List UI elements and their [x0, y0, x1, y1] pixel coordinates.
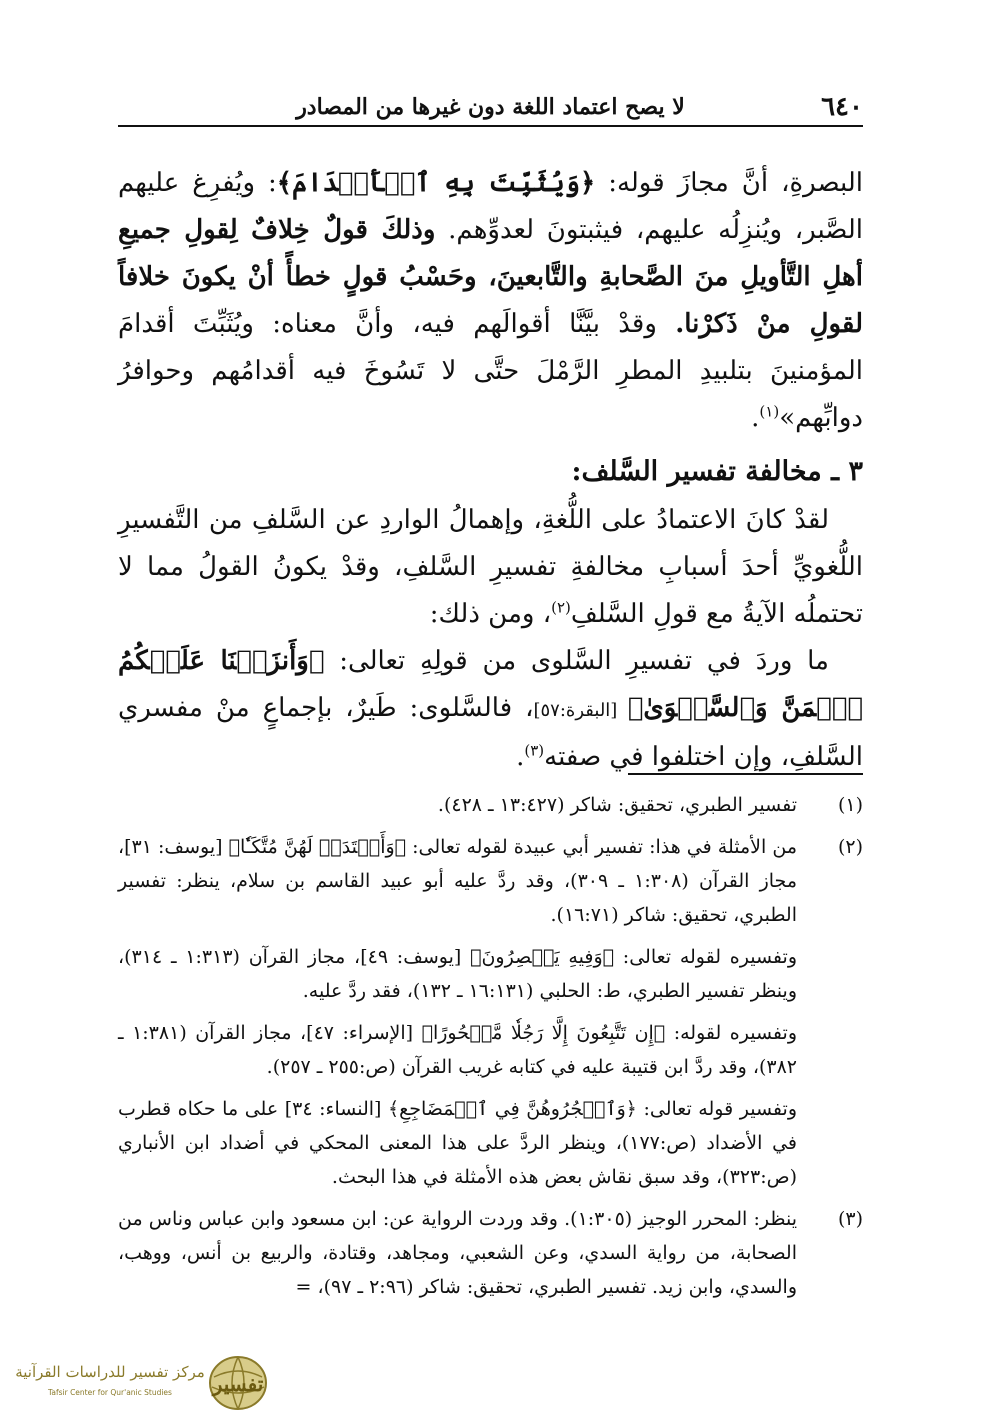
footnote-continuation: [118, 940, 863, 1008]
quran-verse: ﴿وَيُثَبِّتَ بِهِ ٱلۡأَقۡدَامَ﴾: [276, 168, 596, 198]
running-title: لا يصح اعتماد اللغة دون غيرها من المصادر: [296, 94, 685, 120]
footnote: [118, 788, 863, 822]
footnote-ref-2[interactable]: (٢): [551, 598, 571, 617]
p3-end: .: [516, 742, 525, 772]
page-header: [118, 88, 863, 124]
p1-text-c: وقدْ بيَّنَّا أقوالَهم فيه، وأنَّ معناه: ويُثَبِّتَ أقدامَ المؤمنينَ بتلبيدِ المطرِ الرَّمْلَ حتَّى لا تَسُوخَ فيه أقدامُهم وحوافرُ دوابِّهم»: [118, 309, 863, 433]
footnote-text: ينظر: المحرر الوجيز (١:٣٠٥). وقد وردت الرواية عن: ابن مسعود وابن عباس وناس من الصحابة، من رواية السدي، وعن الشعبي، ومجاهد، وقتادة، والربيع بن أنس، ووهب، والسدي، وابن زيد. تفسير الطبري، تحقيق: شاكر (٢:٩٦ ـ ٩٧)، =: [118, 1208, 797, 1298]
quran-verse: ﴿وَأَنزَلۡنَا عَلَيۡكُمُ ٱلۡمَنَّ وَٱلسَّلۡوَىٰ﴾: [118, 646, 863, 723]
tafsir-center-logo: [0, 1347, 270, 1419]
footnote-text: وتفسيره لقوله: ﴿إِن تَتَّبِعُونَ إِلَّا رَجُلٗا مَّسۡحُورًا﴾ [الإسراء: ٤٧]، مجاز القرآن (١:٣٨١ ـ ٣٨٢)، وقد ردَّ ابن قتيبة عليه في كتابه غريب القرآن (ص:٢٥٥ ـ ٢٥٧).: [118, 1022, 797, 1078]
footnote: [118, 830, 863, 932]
logo-word: تفسير: [212, 1372, 264, 1396]
footnote-text: وتفسير قوله تعالى: ﴿وَٱهۡجُرُوهُنَّ فِي ٱلۡمَضَاجِعِ﴾ [النساء: ٣٤] على ما حكاه قطرب في الأضداد (ص:١٧٧)، وينظر الردَّ على هذا المعنى المحكي في أضداد ابن الأنباري (ص:٣٢٣)، وقد سبق نقاش بعض هذه الأمثلة في هذا البحث.: [118, 1098, 797, 1188]
footnote-separator: [628, 773, 863, 775]
p3-text-a: ما وردَ في تفسيرِ السَّلوى من قولِهِ تعالى:: [324, 646, 829, 676]
footnote-continuation: [118, 1016, 863, 1084]
footnote-number: (٣): [837, 1208, 863, 1230]
header-rule: [118, 125, 863, 127]
verse-citation: [البقرة:٥٧]: [533, 700, 628, 721]
logo-arabic-name: مركز تفسير للدراسات القرآنية: [15, 1363, 205, 1381]
footnote: [118, 1202, 863, 1304]
footnote-text: تفسير الطبري، تحقيق: شاكر (١٣:٤٢٧ ـ ٤٢٨).: [437, 794, 797, 816]
page-number: ٦٤٠: [821, 92, 863, 122]
footnote-ref-1[interactable]: (١): [759, 402, 780, 421]
section-heading: ٣ ـ مخالفة تفسير السَّلف:: [571, 456, 863, 487]
main-text: [118, 160, 863, 781]
footnote-text: من الأمثلة في هذا: تفسير أبي عبيدة لقوله تعالى: ﴿وَأَعۡتَدَتۡ لَهُنَّ مُتَّكَـٔٗا﴾ [يوسف: ٣١]، مجاز القرآن (١:٣٠٨ ـ ٣٠٩)، وقد ردَّ عليه أبو عبيد القاسم بن سلام، ينظر: تفسير الطبري، تحقيق: شاكر (١٦:٧١).: [118, 836, 797, 926]
p1-text-b: : ويُفرِغ عليهم الصَّبر، ويُنزِلُه عليهم، فيثبتونَ لعدوِّهم.: [118, 168, 864, 245]
p1-bold-text: وذلكَ قولٌ خِلافٌ لِقولِ جميعِ أهلِ التَّأويلِ منَ الصَّحابةِ والتَّابعينَ، وحَسْبُ قولٍ خطأً أنْ يكونَ خلافاً لقولِ منْ ذَكرْنا.: [118, 215, 863, 339]
logo-english-name: Tafsir Center for Qur'anic Studies: [48, 1388, 172, 1397]
footnote-number: (٢): [837, 836, 863, 858]
p3-text-b: ، فالسَّلوى: طَيرٌ، بإجماعٍ منْ مفسري السَّلفِ، وإن اختلفوا في صفته: [118, 693, 863, 772]
p2-end: ، ومن ذلك:: [429, 599, 552, 629]
footnote-number: (١): [837, 794, 863, 816]
p2-text: لقدْ كانَ الاعتمادُ على اللُّغةِ، وإهمالُ الواردِ عن السَّلفِ من التَّفسيرِ اللُّغويِّ أحدَ أسبابِ مخالفةِ تفسيرِ السَّلفِ، وقدْ يكونُ القولُ مما لا تحتملُه الآيةُ مع قولِ السَّلفِ: [118, 505, 863, 629]
paragraph-3: [118, 638, 863, 781]
footnotes: [118, 788, 863, 1312]
footnote-ref-3[interactable]: (٣): [524, 741, 545, 760]
paragraph-1: البصرةِ، أنَّ مجازَ قوله: ﴿وَيُثَبِّتَ بِهِ ٱلۡأَقۡدَامَ﴾: ويُفرِغ عليهم الصَّبر، ويُنزِلُه عليهم، فيثبتونَ لعدوِّهم. وذلكَ قولٌ خِلافٌ لِقولِ جميعِ أهلِ التَّأويلِ منَ الصَّحابةِ والتَّابعينَ، وحَسْبُ قولٍ خطأً أنْ يكونَ خلافاً لقولِ منْ ذَكرْنا. وقدْ بيَّنَّا أقوالَهم فيه، وأنَّ معناه: ويُثَبِّتَ أقدامَ المؤمنينَ بتلبيدِ المطرِ الرَّمْلَ حتَّى لا تَسُوخَ فيه أقدامُهم وحوافرُ دوابِّهم»$^{(١)}$.: [118, 168, 864, 433]
paragraph-2: [118, 497, 863, 638]
footnote-text: وتفسيره لقوله تعالى: ﴿وَفِيهِ يَعۡصِرُونَ﴾ [يوسف: ٤٩]، مجاز القرآن (١:٣١٣ ـ ٣١٤)، وينظر تفسير الطبري، ط: الحلبي (١٦:١٣١ ـ ١٣٢)، فقد ردَّ عليه.: [118, 946, 797, 1002]
footnote-continuation: [118, 1092, 863, 1194]
p1-text-a: البصرةِ، أنَّ مجازَ قوله:: [595, 168, 863, 198]
